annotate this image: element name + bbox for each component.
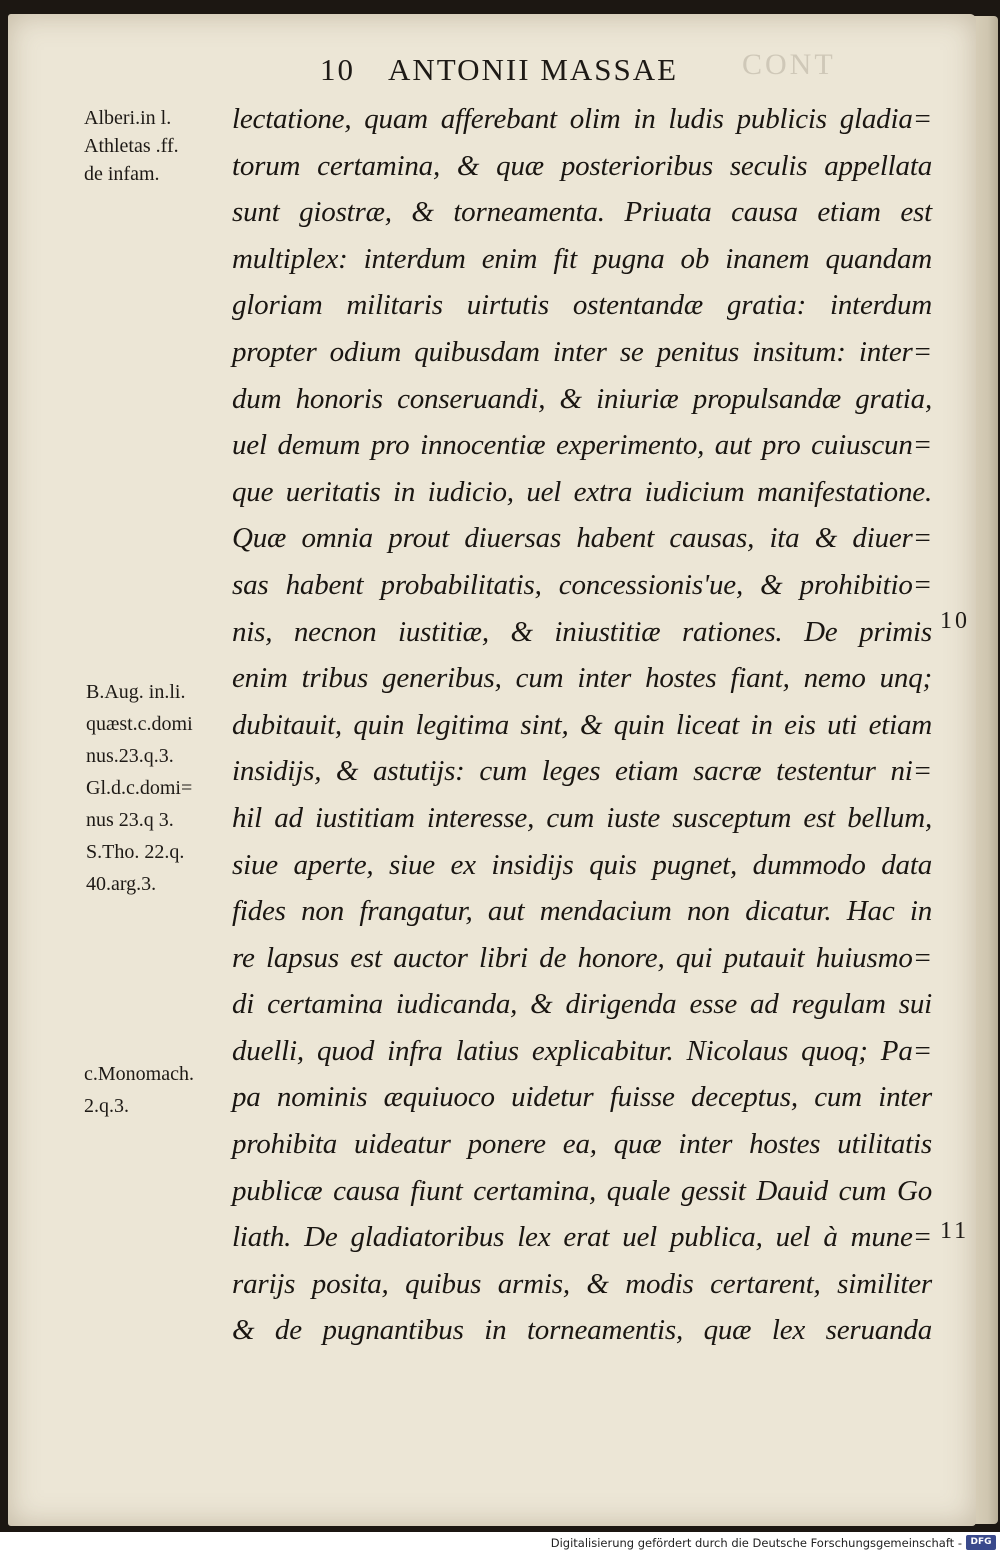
margin-note-alberi	[84, 104, 179, 188]
text-line: duelli, quod infra latius explicabitur. Nicolaus quoq; Pa=	[232, 1034, 932, 1067]
margin-note-line: 2.q.3.	[84, 1095, 129, 1117]
margin-note-line: Athletas .ff.	[84, 135, 179, 157]
text-line: dubitauit, quin legitima sint, & quin liceat in eis uti etiam	[232, 708, 932, 741]
margin-note-line: nus 23.q 3.	[86, 809, 174, 831]
text-line: publicæ causa fiunt certamina, quale gessit Dauid cum Go	[232, 1174, 932, 1207]
margin-note-line: c.Monomach.	[84, 1063, 194, 1085]
text-line: di certamina iudicanda, & dirigenda esse ad regulam sui	[232, 988, 932, 1021]
running-header	[320, 52, 678, 92]
text-line: sas habent probabilitatis, concessionis'ue, & prohibitio=	[232, 568, 932, 601]
text-line: & de pugnantibus in torneamentis, quæ lex seruanda	[232, 1314, 932, 1347]
text-line: sunt giostræ, & torneamenta. Priuata causa etiam est	[232, 196, 932, 229]
text-line: multiplex: interdum enim fit pugna ob inanem quandam	[232, 242, 932, 275]
text-line: insidijs, & astutijs: cum leges etiam sacræ testentur ni=	[232, 755, 932, 788]
text-line: re lapsus est auctor libri de honore, qui putauit huiusmo=	[232, 941, 932, 974]
text-line: que ueritatis in iudicio, uel extra iudicium manifestatione.	[232, 475, 932, 508]
text-line: enim tribus generibus, cum inter hostes fiant, nemo unq;	[232, 662, 932, 695]
text-line: lectatione, quam afferebant olim in ludis publicis gladia=	[232, 103, 932, 135]
text-line: nis, necnon iustitiæ, & iniustitiæ rationes. De primis	[232, 615, 932, 648]
text-line: fides non frangatur, aut mendacium non dicatur. Hac in	[232, 895, 932, 928]
line-number-10: 10	[940, 608, 970, 634]
margin-note-line: Alberi.in l.	[84, 107, 172, 129]
margin-note-monomach	[84, 1058, 194, 1122]
margin-note-line: 40.arg.3.	[86, 873, 157, 895]
text-line: Quæ omnia prout diuersas habent causas, ita & diuer=	[232, 522, 932, 555]
text-line: prohibita uideatur ponere ea, quæ inter hostes utilitatis	[232, 1128, 932, 1161]
dfg-logo-icon: DFG	[966, 1535, 996, 1550]
margin-note-line: Gl.d.c.domi=	[86, 777, 193, 799]
text-line: gloriam militaris uirtutis ostentandæ gratia: interdum	[232, 289, 932, 322]
margin-note-line: de infam.	[84, 163, 160, 185]
text-line: torum certamina, & quæ posterioribus seculis appellata	[232, 149, 932, 182]
text-line: pa nominis æquiuoco uidetur fuisse deceptus, cum inter	[232, 1081, 932, 1114]
text-line: hil ad iustitiam interesse, cum iuste susceptum est bellum,	[232, 801, 932, 834]
main-text-block	[232, 96, 932, 1354]
page-number: 10	[320, 52, 355, 87]
margin-note-line: nus.23.q.3.	[86, 745, 174, 767]
margin-note-line: B.Aug. in.li.	[86, 681, 186, 703]
footer-credit: Digitalisierung gefördert durch die Deutsche Forschungsgemeinschaft -	[550, 1536, 962, 1550]
margin-note-line: S.Tho. 22.q.	[86, 841, 185, 863]
footer-bar	[0, 1532, 1000, 1554]
line-number-11: 11	[940, 1218, 970, 1244]
bleed-through-text: CONT	[742, 48, 836, 81]
text-line: uel demum pro innocentiæ experimento, aut pro cuiuscun=	[232, 429, 932, 462]
margin-note-line: quæst.c.domi	[86, 713, 193, 735]
text-line: liath. De gladiatoribus lex erat uel publica, uel à mune=	[232, 1221, 932, 1254]
running-title: ANTONII MASSAE	[388, 52, 679, 87]
text-line: siue aperte, siue ex insidijs quis pugnet, dummodo data	[232, 848, 932, 881]
text-line: propter odium quibusdam inter se penitus insitum: inter=	[232, 335, 932, 368]
text-line: rarijs posita, quibus armis, & modis certarent, similiter	[232, 1267, 932, 1300]
margin-note-augustine	[86, 676, 193, 900]
text-line: dum honoris conseruandi, & iniuriæ propulsandæ gratia,	[232, 382, 932, 415]
